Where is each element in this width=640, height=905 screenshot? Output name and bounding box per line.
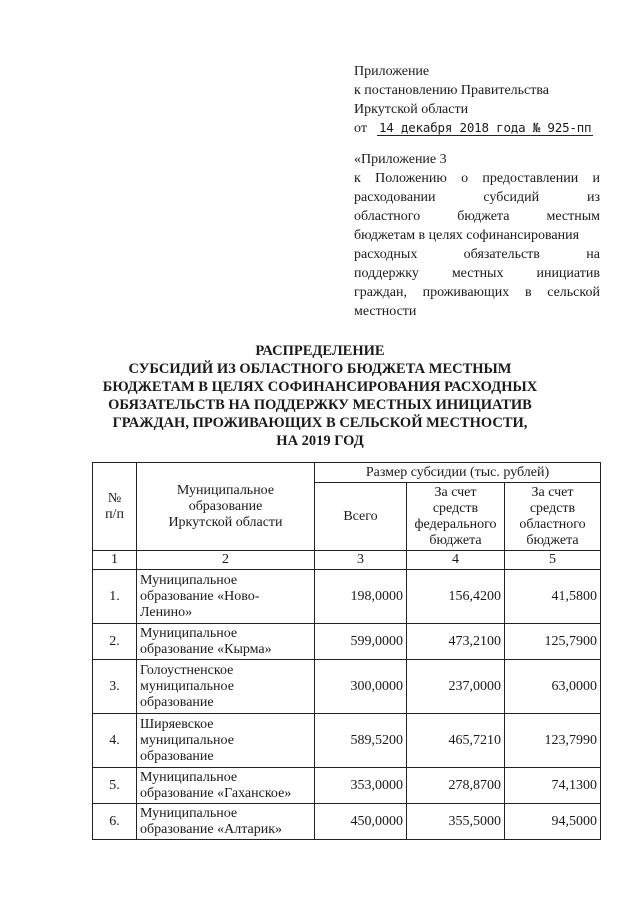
column-number: 1 [93,551,137,570]
appendix-3-line: областного бюджета местным [354,209,600,224]
appendix-3-block [354,150,600,321]
regional-amount: 63,0000 [505,660,601,714]
appendix-3-line: к Положению о предоставлении и [354,171,600,186]
row-number: 1. [93,570,137,624]
appendix-line: Приложение [354,64,430,79]
table-row [93,660,601,714]
title-line: ГРАЖДАН, ПРОЖИВАЮЩИХ В СЕЛЬСКОЙ МЕСТНОСТИ, [112,415,528,431]
federal-amount: 278,8700 [407,768,505,804]
resolution-date: 14 декабря 2018 года № 925-пп [378,120,592,135]
total-amount: 300,0000 [315,660,407,714]
table-row [93,714,601,768]
header-subsidy-size: Размер субсидии (тыс. рублей) [315,463,601,483]
table-row [93,768,601,804]
appendix-3-line: расходовании субсидий из [354,190,600,205]
total-amount: 599,0000 [315,624,407,660]
table-row [93,624,601,660]
federal-amount: 156,4200 [407,570,505,624]
header-municipality: Муниципальное образование Иркутской области [137,463,315,551]
total-amount: 198,0000 [315,570,407,624]
federal-amount: 355,5000 [407,804,505,840]
title-line: СУБСИДИЙ ИЗ ОБЛАСТНОГО БЮДЖЕТА МЕСТНЫМ [128,361,512,377]
row-number: 6. [93,804,137,840]
municipality-name: Голоустненское муниципальное образование [137,660,315,714]
header-total: Всего [315,483,407,551]
document-title [100,342,540,450]
federal-amount: 465,7210 [407,714,505,768]
regional-amount: 94,5000 [505,804,601,840]
appendix-line: Иркутской области [354,102,469,117]
appendix-3-line: расходных обязательств на [354,247,600,262]
row-number: 2. [93,624,137,660]
federal-amount: 237,0000 [407,660,505,714]
municipality-name: Муниципальное образование «Гаханское» [137,768,315,804]
title-line: ОБЯЗАТЕЛЬСТВ НА ПОДДЕРЖКУ МЕСТНЫХ ИНИЦИАТИВ [108,397,532,413]
municipality-name: Муниципальное образование «Алтарик» [137,804,315,840]
date-prefix: от [354,121,367,136]
federal-amount: 473,2100 [407,624,505,660]
column-number: 2 [137,551,315,570]
appendix-line: к постановлению Правительства [354,83,550,98]
title-line: НА 2019 ГОД [276,433,364,449]
appendix-3-line: местности [354,304,417,319]
column-number-row [93,551,601,570]
header-regional: За счет средств областного бюджета [505,483,601,551]
total-amount: 353,0000 [315,768,407,804]
header-federal: За счет средств федерального бюджета [407,483,505,551]
appendix-3-line: бюджетам в целях софинансирования [354,228,580,243]
appendix-3-line: граждан, проживающих в сельской [354,285,600,300]
column-number: 4 [407,551,505,570]
municipality-name: Муниципальное образование «Кырма» [137,624,315,660]
row-number: 4. [93,714,137,768]
appendix-3-line: «Приложение 3 [354,152,447,167]
row-number: 5. [93,768,137,804]
column-number: 5 [505,551,601,570]
appendix-header [354,62,600,138]
header-number: № п/п [93,463,137,551]
title-line: БЮДЖЕТАМ В ЦЕЛЯХ СОФИНАНСИРОВАНИЯ РАСХОДНЫХ [102,379,538,395]
subsidy-table [92,462,601,840]
regional-amount: 125,7900 [505,624,601,660]
appendix-3-line: поддержку местных инициатив [354,266,600,281]
regional-amount: 74,1300 [505,768,601,804]
title-line: РАСПРЕДЕЛЕНИЕ [255,343,385,359]
resolution-date-line [354,119,600,138]
municipality-name: Ширяевское муниципальное образование [137,714,315,768]
municipality-name: Муниципальное образование «Ново- Ленино» [137,570,315,624]
row-number: 3. [93,660,137,714]
regional-amount: 41,5800 [505,570,601,624]
column-number: 3 [315,551,407,570]
table-row [93,804,601,840]
total-amount: 589,5200 [315,714,407,768]
regional-amount: 123,7990 [505,714,601,768]
total-amount: 450,0000 [315,804,407,840]
table-row [93,570,601,624]
